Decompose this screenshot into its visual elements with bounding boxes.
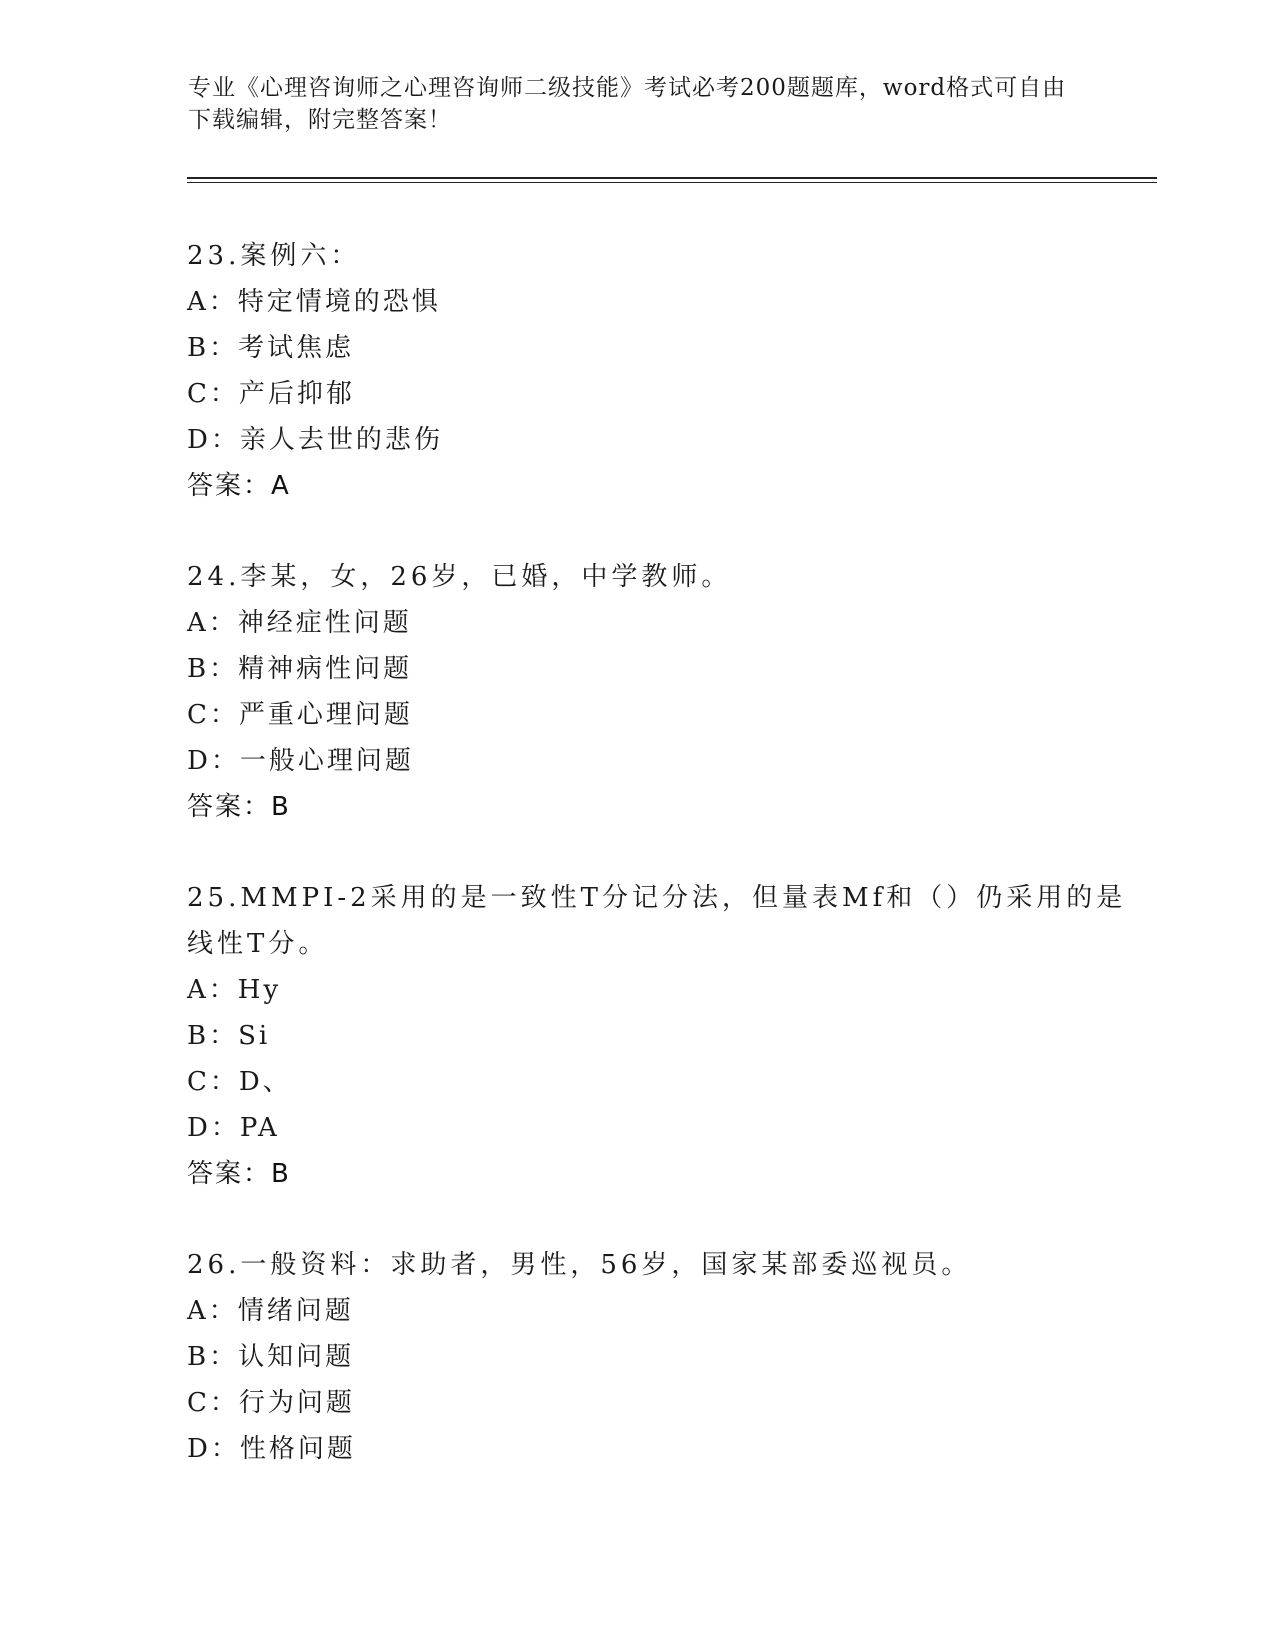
question-23 [187,233,1137,509]
option-a: A：特定情境的恐惧 [187,287,441,317]
option-d: D：亲人去世的悲伤 [187,425,443,455]
option-b: B：认知问题 [187,1342,355,1372]
question-stem: 25.MMPI-2采用的是一致性T分记分法，但量表Mf和（）仍采用的是线性T分。 [187,883,1127,959]
option-a: A：神经症性问题 [187,608,412,638]
option-c: C：行为问题 [187,1388,355,1418]
option-c: C：严重心理问题 [187,700,413,730]
option-b: B：Si [187,1021,271,1051]
header-divider [187,177,1157,183]
option-d: D：一般心理问题 [187,746,414,776]
document-header: 专业《心理咨询师之心理咨询师二级技能》考试必考200题题库，word格式可自由下载编辑，附完整答案！ [188,75,1067,133]
answer: 答案：B [187,792,291,822]
option-d: D：性格问题 [187,1434,356,1464]
question-26 [187,1242,1137,1472]
question-25 [187,875,1137,1197]
question-24 [187,554,1137,830]
option-a: A：Hy [187,975,282,1005]
option-b: B：精神病性问题 [187,654,413,684]
option-a: A：情绪问题 [187,1296,354,1326]
question-stem: 26.一般资料：求助者，男性，56岁，国家某部委巡视员。 [187,1250,972,1280]
question-list [187,233,1137,1517]
answer: 答案：A [187,471,291,501]
option-b: B：考试焦虑 [187,333,355,363]
answer: 答案：B [187,1159,291,1189]
option-c: C：D、 [187,1067,292,1097]
option-c: C：产后抑郁 [187,379,355,409]
question-stem: 24.李某，女，26岁，已婚，中学教师。 [187,562,732,592]
question-stem: 23.案例六： [187,241,361,271]
option-d: D：PA [187,1113,280,1143]
